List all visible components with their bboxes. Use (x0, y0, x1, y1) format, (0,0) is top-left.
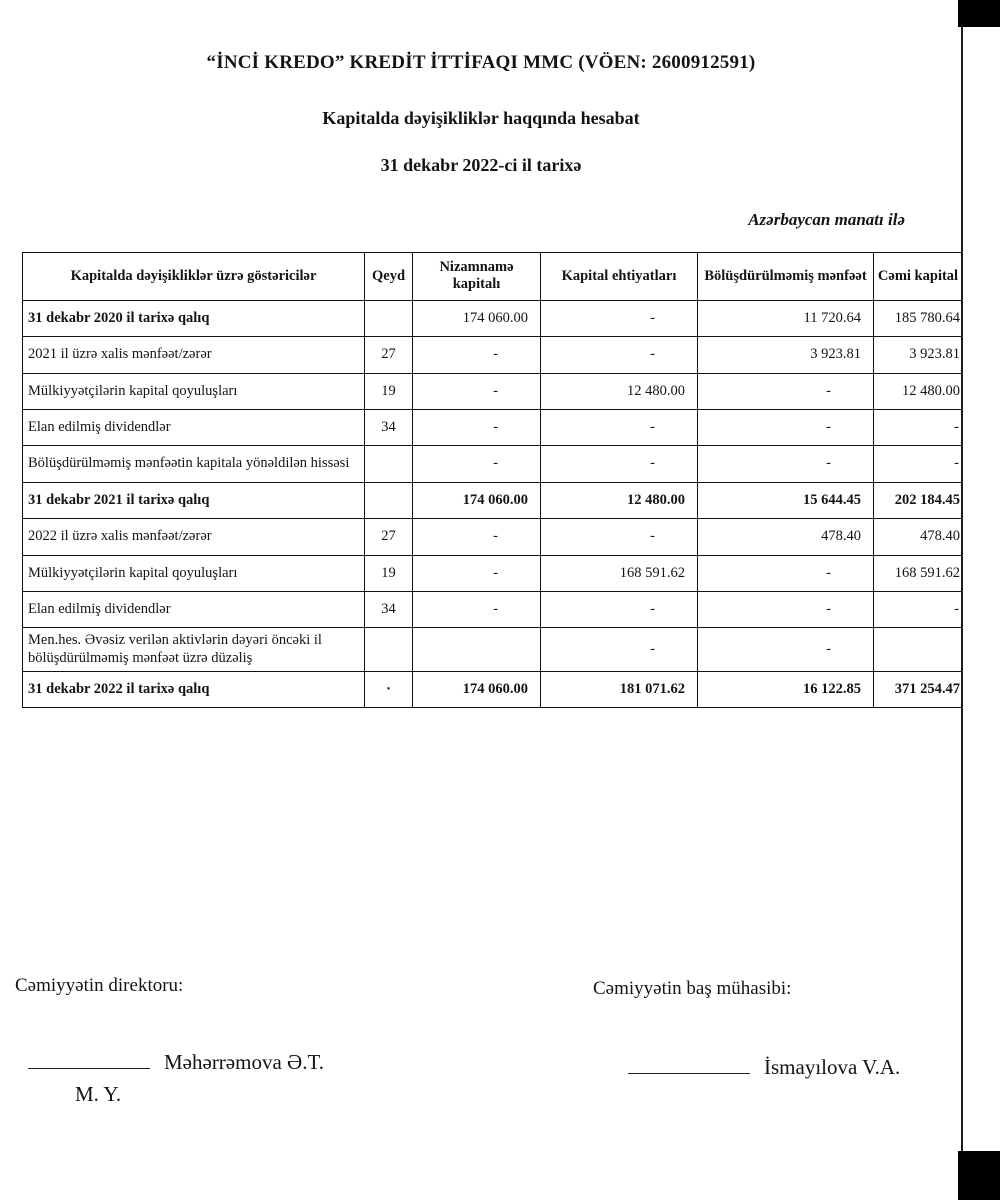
note-cell (365, 628, 413, 672)
value-cell: - (413, 373, 541, 409)
currency-note: Azərbaycan manatı ilə (748, 210, 905, 229)
value-cell: - (541, 300, 698, 336)
value-cell: 12 480.00 (874, 373, 963, 409)
row-label: 2022 il üzrə xalis mənfəət/zərər (23, 519, 365, 555)
value-cell: - (874, 591, 963, 627)
report-date: 31 dekabr 2022-ci il tarixə (380, 155, 582, 175)
chief-accountant-signature-row (628, 1053, 900, 1080)
chief-accountant-title: Cəmiyyətin baş mühasibi: (593, 978, 792, 999)
note-cell: 19 (365, 373, 413, 409)
value-cell: - (413, 337, 541, 373)
table-row-owner-contributions-2021 (23, 373, 963, 409)
scan-artifact-top-right (958, 0, 1000, 27)
value-cell: 478.40 (874, 519, 963, 555)
value-cell: - (541, 628, 698, 672)
table-row-owner-contributions-2022 (23, 555, 963, 591)
value-cell: 174 060.00 (413, 300, 541, 336)
value-cell: - (698, 555, 874, 591)
table-row-retained-to-capital (23, 446, 963, 482)
value-cell: 12 480.00 (541, 482, 698, 518)
value-cell: - (413, 409, 541, 445)
note-cell: 19 (365, 555, 413, 591)
value-cell: - (698, 591, 874, 627)
director-name: Məhərrəmova Ə.T. (164, 1050, 324, 1074)
note-cell: 34 (365, 409, 413, 445)
value-cell: - (698, 628, 874, 672)
value-cell: - (541, 591, 698, 627)
value-cell: 11 720.64 (698, 300, 874, 336)
row-label: 31 dekabr 2020 il tarixə qalıq (23, 300, 365, 336)
chief-accountant-name: İsmayılova V.A. (764, 1055, 901, 1079)
row-label: Mülkiyyətçilərin kapital qoyuluşları (23, 555, 365, 591)
scan-artifact-bottom-right (958, 1151, 1000, 1200)
table-row-net-profit-2022 (23, 519, 963, 555)
table-row-balance-2020 (23, 300, 963, 336)
value-cell: - (541, 337, 698, 373)
value-cell: 16 122.85 (698, 672, 874, 708)
table-row-net-profit-2021 (23, 337, 963, 373)
value-cell: - (541, 409, 698, 445)
value-cell: - (874, 409, 963, 445)
column-header-charter-capital: Nizamnamə kapitalı (413, 253, 541, 301)
column-header-capital-reserves: Kapital ehtiyatları (541, 253, 698, 301)
column-header-note: Qeyd (365, 253, 413, 301)
signature-line (28, 1048, 150, 1069)
table-row-balance-2022 (23, 672, 963, 708)
table-row-balance-2021 (23, 482, 963, 518)
value-cell: 3 923.81 (698, 337, 874, 373)
value-cell: 185 780.64 (874, 300, 963, 336)
scan-fold-line (961, 0, 963, 1200)
column-header-indicators: Kapitalda dəyişikliklər üzrə göstəricilər (23, 253, 365, 301)
report-title: “İNCİ KREDO” KREDİT İTTİFAQI MMC (VÖEN: 2600912591) (206, 52, 756, 73)
value-cell: - (698, 373, 874, 409)
column-header-total-capital: Cəmi kapital (874, 253, 963, 301)
value-cell: - (541, 519, 698, 555)
row-label: Elan edilmiş dividendlər (23, 409, 365, 445)
value-cell: - (698, 446, 874, 482)
value-cell: - (698, 409, 874, 445)
row-label: 31 dekabr 2021 il tarixə qalıq (23, 482, 365, 518)
value-cell: 174 060.00 (413, 672, 541, 708)
value-cell: - (413, 555, 541, 591)
value-cell: - (413, 446, 541, 482)
note-cell: 34 (365, 591, 413, 627)
row-label: Bölüşdürülməmiş mənfəətin kapitala yönəldilən hissəsi (23, 446, 365, 482)
value-cell: 168 591.62 (874, 555, 963, 591)
table-header-row (23, 253, 963, 301)
value-cell: 478.40 (698, 519, 874, 555)
report-subtitle: Kapitalda dəyişikliklər haqqında hesabat (322, 108, 640, 128)
value-cell: 174 060.00 (413, 482, 541, 518)
row-label: 31 dekabr 2022 il tarixə qalıq (23, 672, 365, 708)
value-cell (413, 628, 541, 672)
value-cell: 15 644.45 (698, 482, 874, 518)
table-row-adjustment (23, 628, 963, 672)
value-cell: - (541, 446, 698, 482)
column-header-retained-earnings: Bölüşdürülməmiş mənfəət (698, 253, 874, 301)
director-signature-row (28, 1048, 324, 1075)
value-cell: 12 480.00 (541, 373, 698, 409)
row-label: Mülkiyyətçilərin kapital qoyuluşları (23, 373, 365, 409)
row-label: 2021 il üzrə xalis mənfəət/zərər (23, 337, 365, 373)
equity-changes-table (22, 252, 963, 708)
value-cell: 3 923.81 (874, 337, 963, 373)
seal-mark: M. Y. (75, 1082, 122, 1106)
value-cell: 168 591.62 (541, 555, 698, 591)
director-title: Cəmiyyətin direktoru: (15, 975, 184, 996)
note-cell: 27 (365, 519, 413, 555)
value-cell: - (413, 519, 541, 555)
value-cell: 181 071.62 (541, 672, 698, 708)
value-cell: 371 254.47 (874, 672, 963, 708)
row-label: Men.hes. Əvəsiz verilən aktivlərin dəyəri öncəki il bölüşdürülməmiş mənfəət üzrə düzəliş (23, 628, 365, 672)
note-cell: · (365, 672, 413, 708)
table-row-declared-dividends-2022 (23, 591, 963, 627)
note-cell (365, 446, 413, 482)
value-cell: 202 184.45 (874, 482, 963, 518)
note-cell (365, 300, 413, 336)
table-row-declared-dividends-2021 (23, 409, 963, 445)
note-cell (365, 482, 413, 518)
value-cell (874, 628, 963, 672)
row-label: Elan edilmiş dividendlər (23, 591, 365, 627)
value-cell: - (874, 446, 963, 482)
value-cell: - (413, 591, 541, 627)
note-cell: 27 (365, 337, 413, 373)
signature-line (628, 1053, 750, 1074)
